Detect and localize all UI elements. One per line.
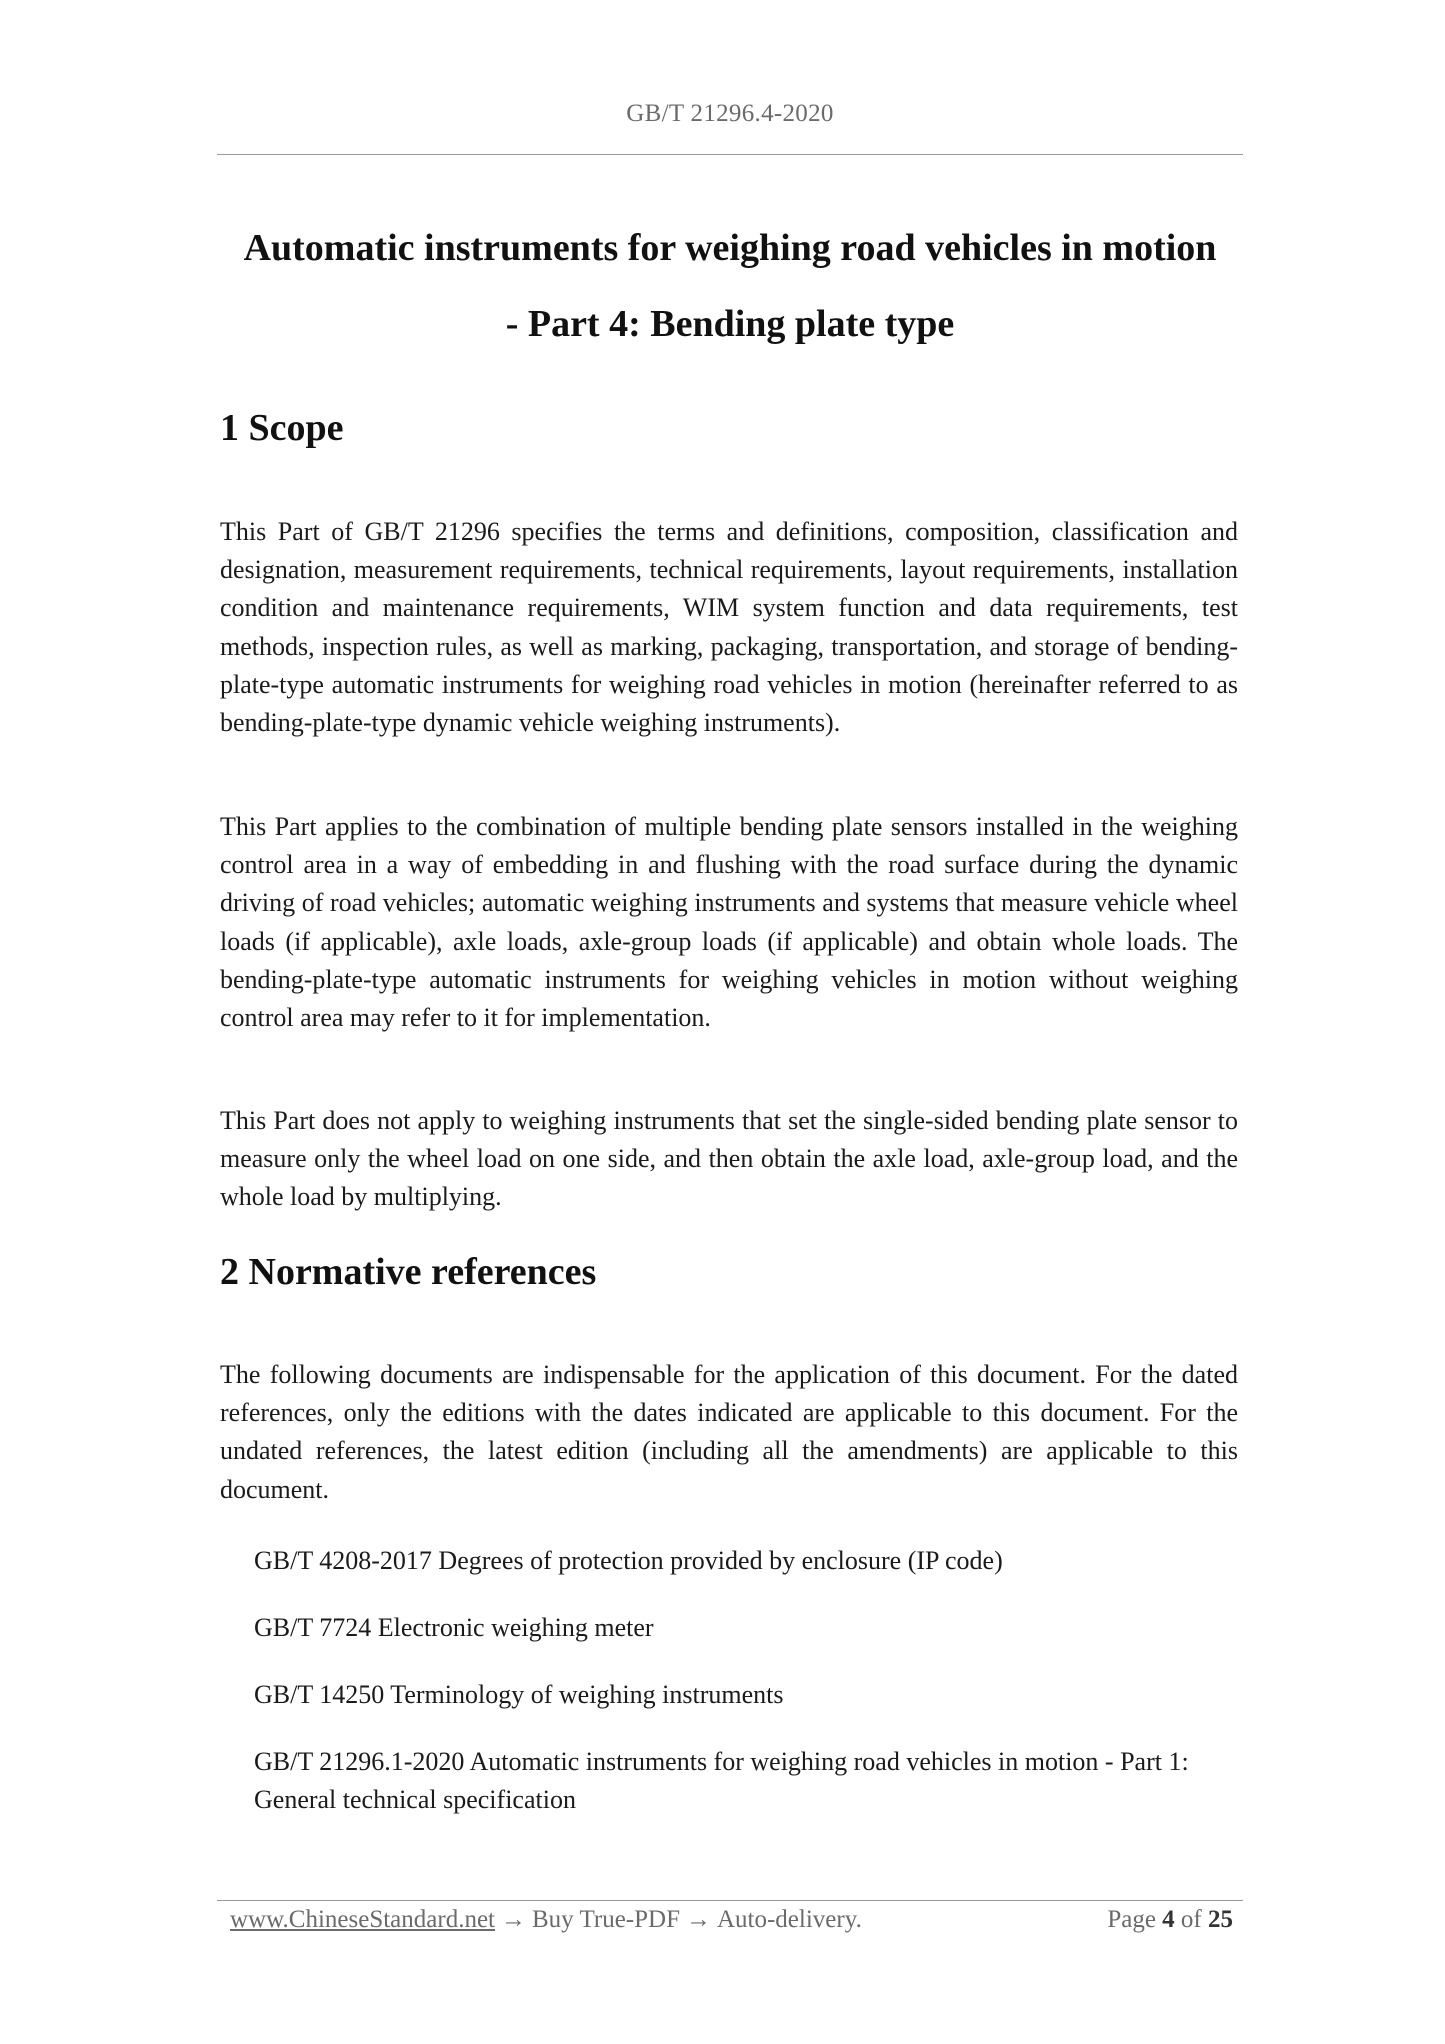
footer-promo xyxy=(230,1906,862,1934)
header-divider xyxy=(217,154,1243,155)
scope-paragraph-3: This Part does not apply to weighing instruments that set the single-sided bending plate sensor to measure only the wheel load on one side, and then obtain the axle load, axle-group load, and the whole load by multiplying. xyxy=(220,1106,1238,1212)
scope-paragraph-2: This Part applies to the combination of multiple bending plate sensors installed in the weighing control area in a way of embedding in and flushing with the road surface during the dynamic driving of road vehicles; automatic weighing instruments and systems that measure vehicle wheel loads (if applicable), axle loads, axle-group loads (if applicable) and obtain whole loads. The bending-plate-type automatic instruments for weighing vehicles in motion without weighing control area may refer to it for implementation. xyxy=(220,812,1238,1033)
running-header xyxy=(217,100,1243,128)
document-id: GB/T 21296.4-2020 xyxy=(626,100,834,127)
page-current: 4 xyxy=(1162,1906,1175,1933)
section-heading-normative-references: 2 Normative references xyxy=(220,1251,597,1293)
page-footer xyxy=(230,1906,1233,1934)
document-title xyxy=(217,210,1243,362)
section-heading-scope: 1 Scope xyxy=(220,407,344,449)
buy-true-pdf-text: Buy True-PDF xyxy=(532,1906,680,1933)
page-total: 25 xyxy=(1208,1906,1233,1933)
normative-references-intro: The following documents are indispensable for the application of this document. For the dated references, only the editions with the dates indicated are applicable to this document. For the undated references, the latest edition (including all the amendments) are applicable to this document. xyxy=(220,1360,1238,1504)
reference-item: GB/T 21296.1-2020 Automatic instruments for weighing road vehicles in motion - Part 1: General technical specification xyxy=(254,1747,1189,1815)
page-word: Page xyxy=(1107,1906,1156,1933)
of-word: of xyxy=(1180,1906,1202,1933)
title-line-1: Automatic instruments for weighing road vehicles in motion xyxy=(243,227,1217,269)
title-line-2: - Part 4: Bending plate type xyxy=(505,303,955,345)
page-number xyxy=(1107,1906,1233,1934)
reference-item: GB/T 7724 Electronic weighing meter xyxy=(254,1613,654,1642)
footer-divider xyxy=(217,1900,1243,1901)
reference-item: GB/T 4208-2017 Degrees of protection provided by enclosure (IP code) xyxy=(254,1546,1003,1575)
reference-item: GB/T 14250 Terminology of weighing instruments xyxy=(254,1680,784,1709)
chinese-standard-link[interactable]: www.ChineseStandard.net xyxy=(230,1906,495,1933)
scope-paragraph-1: This Part of GB/T 21296 specifies the terms and definitions, composition, classification and designation, measurement requirements, technical requirements, layout requirements, installation condition and maintenance requirements, WIM system function and data requirements, test methods, inspection rules, as well as marking, packaging, transportation, and storage of bending-plate-type automatic instruments for weighing road vehicles in motion (hereinafter referred to as bending-plate-type dynamic vehicle weighing instruments). xyxy=(220,517,1238,738)
right-arrow-icon: → xyxy=(501,1906,526,1933)
right-arrow-icon: → xyxy=(685,1906,711,1933)
auto-delivery-text: Auto-delivery. xyxy=(716,1906,862,1933)
